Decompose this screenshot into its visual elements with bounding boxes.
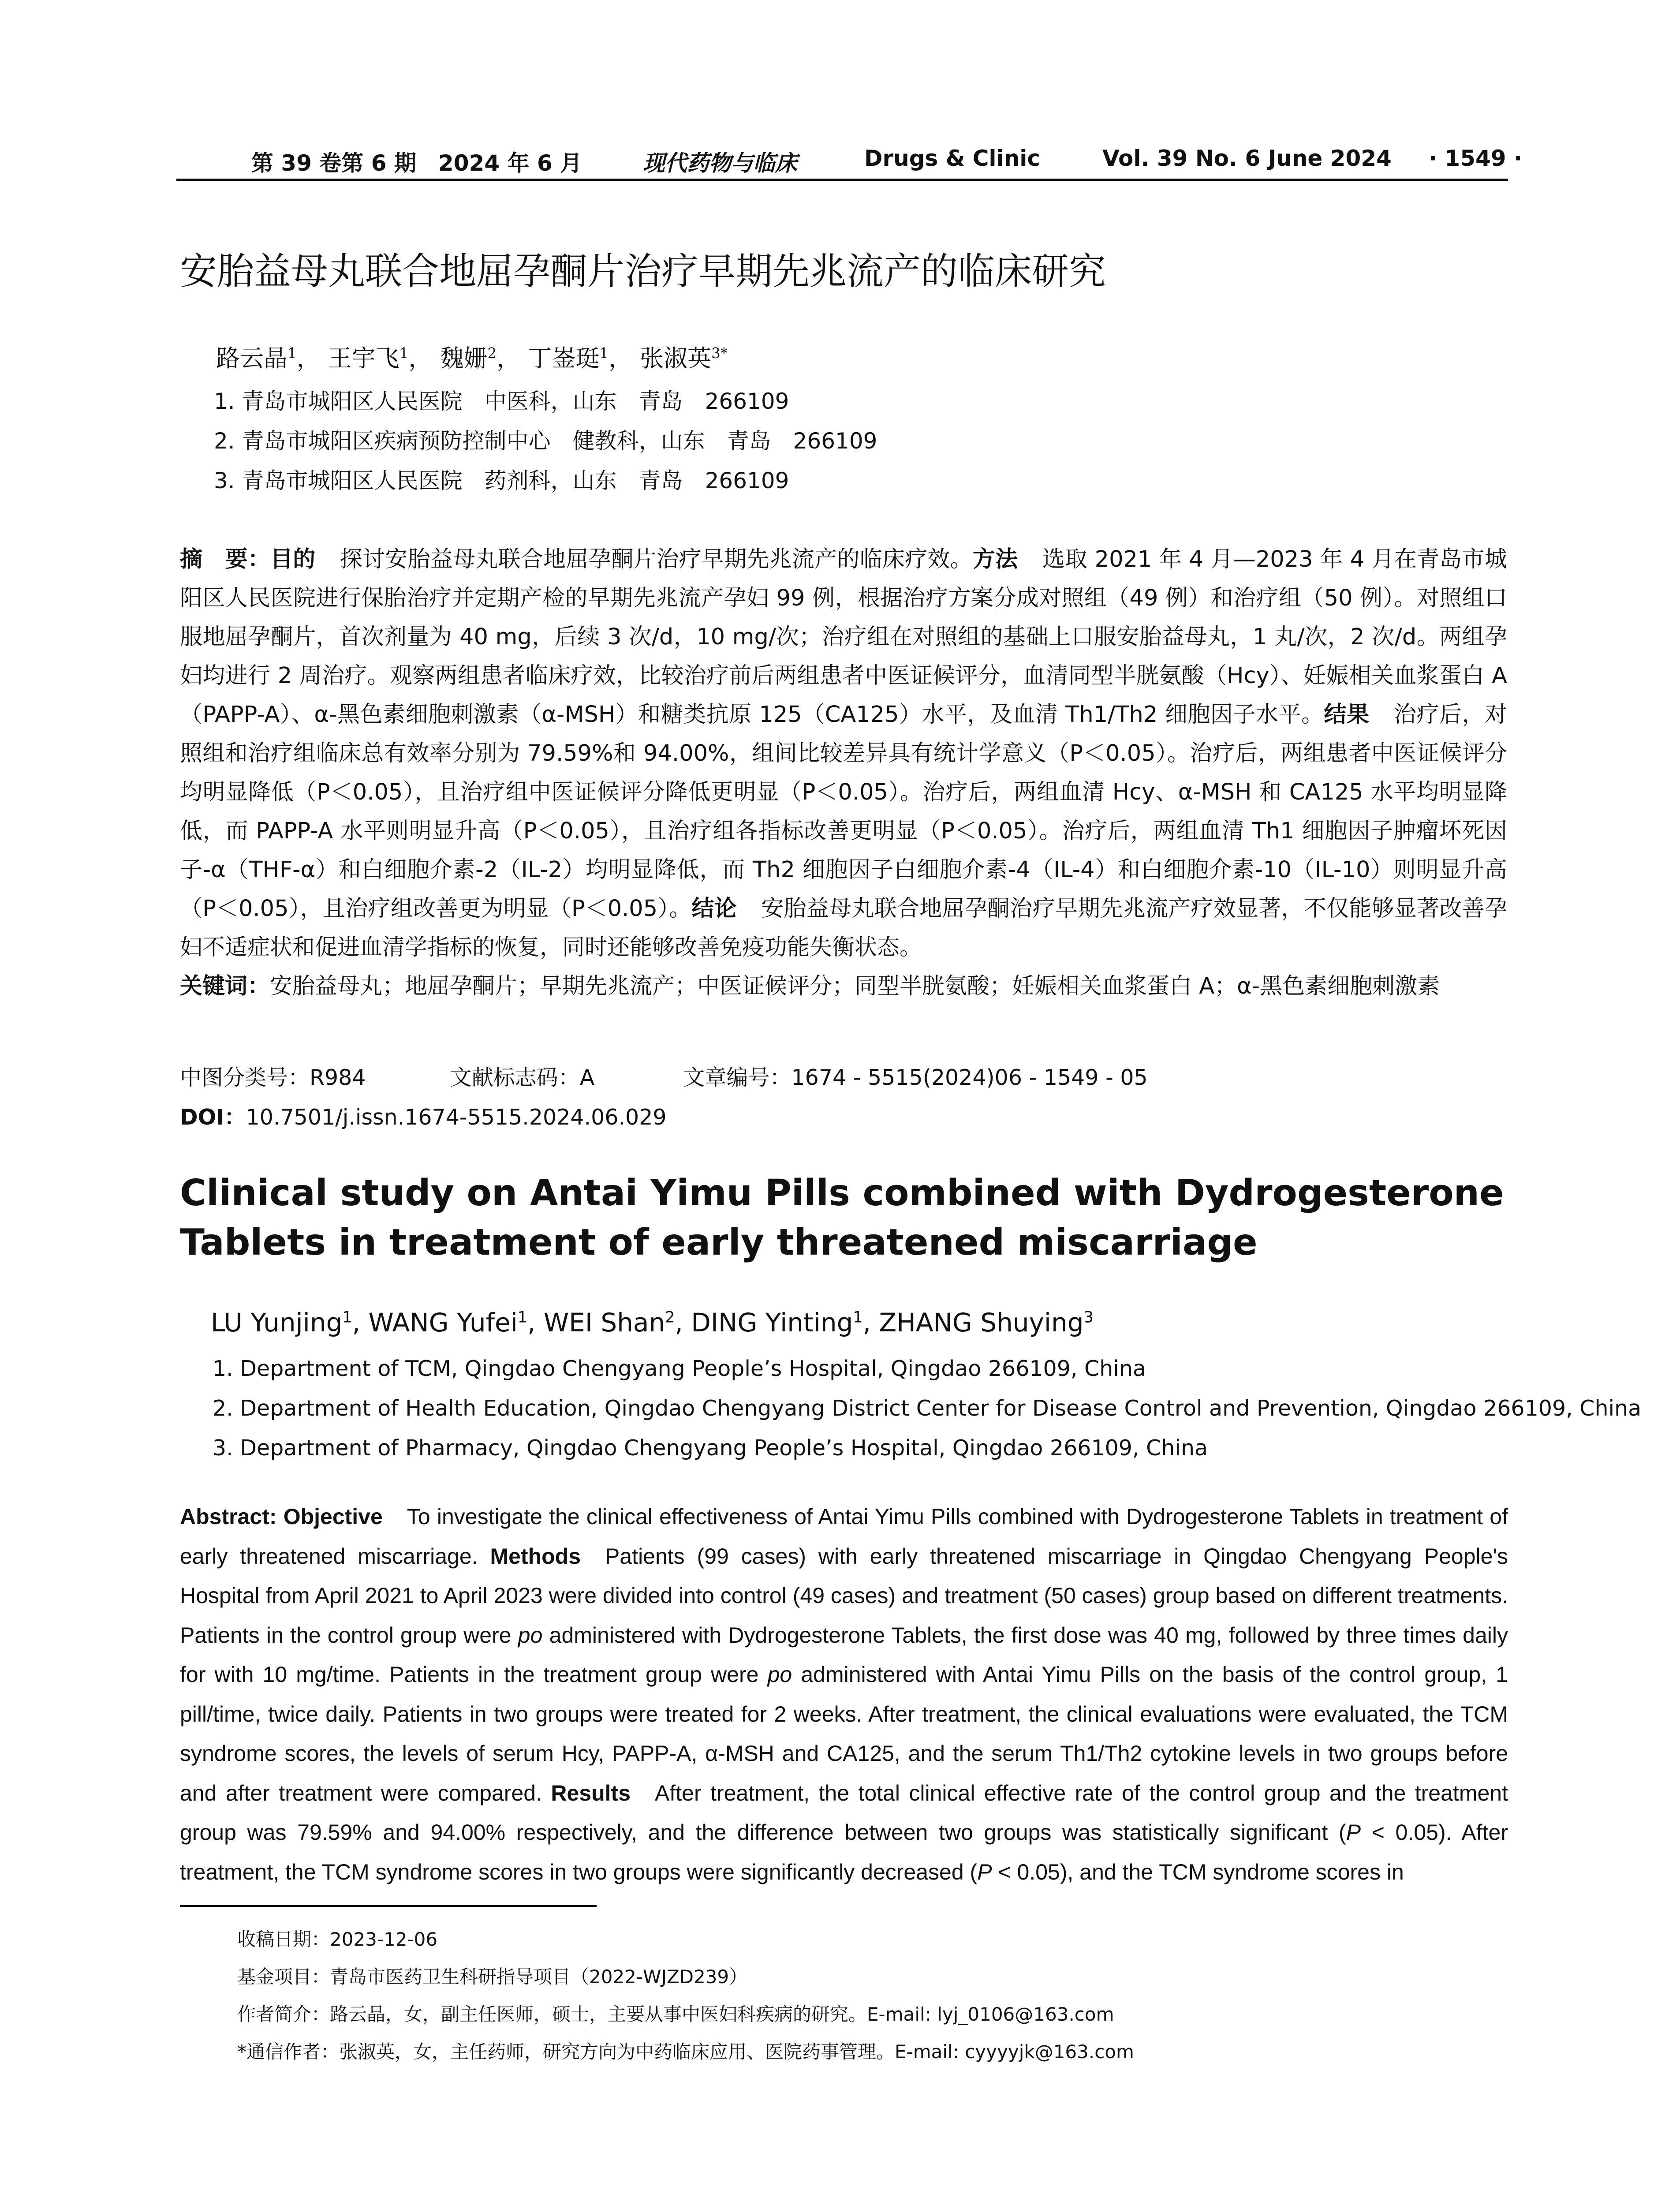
article-no-label: 文章编号： (683, 1065, 791, 1090)
footnote-text: 路云晶，女，副主任医师，硕士，主要从事中医妇科疾病的研究。E-mail: lyj_0106@163.com (330, 2003, 1114, 2025)
author-name: 王宇飞 (328, 344, 399, 372)
classification-line (180, 1061, 1148, 1091)
header-page-number: · 1549 · (1429, 146, 1522, 171)
cn-objective-text: 探讨安胎益母丸联合地屈孕酮片治疗早期先兆流产的临床疗效。 (340, 546, 973, 572)
footnote-fund (237, 1962, 747, 1989)
footnote-corresponding (237, 2037, 1134, 2064)
author-aff: 3* (711, 345, 728, 362)
article-no-value: 1674 - 5515(2024)06 - 1549 - 05 (791, 1065, 1148, 1090)
author-aff: 1 (599, 345, 609, 362)
author-name: 丁崟珽 (528, 344, 600, 372)
cn-conclusion-text: 安胎益母丸联合地屈孕酮治疗早期先兆流产疗效显著，不仅能够显著改善孕妇不适症状和促进血清学指标的恢复，同时还能够改善免疫功能失衡状态。 (180, 896, 1507, 960)
author-aff: 1 (287, 345, 297, 362)
author-name: WEI Shan (543, 1308, 665, 1338)
cn-results-text: 治疗后，对照组和治疗组临床总有效率分别为 79.59%和 94.00%，组间比较差异具有统计学意义（P＜0.05）。治疗后，两组患者中医证候评分均明显降低（P＜0.05），且治疗组中医证候评分降低更明显（P＜0.05）。治疗后，两组血清 Hcy、α-MSH 和 CA125 水平均明显降低，而 PAPP-A 水平则明显升高（P＜0.05），且治疗组各指标改善更明显（P＜0.05）。治疗后，两组血清 Th1 细胞因子肿瘤坏死因子-α（THF-α）和白细胞介素-2（IL-2）均明显降低，而 Th2 细胞因子白细胞介素-4（IL-4）和白细胞介素-10（IL-10）则明显升高（P＜0.05），且治疗组改善更为明显（P＜0.05）。 (180, 702, 1507, 922)
p-symbol: P (1346, 1820, 1361, 1845)
footnote-text: 张淑英，女，主任药师，研究方向为中药临床应用、医院药事管理。E-mail: cyyyyjk@163.com (339, 2041, 1134, 2063)
en-affiliation: 2. Department of Health Education, Qingdao Chengyang District Center for Disease Control and Prevention, Qingdao 266109, China (213, 1396, 1642, 1421)
footnote-rule (180, 1905, 597, 1907)
footnote-label: *通信作者： (237, 2041, 340, 2063)
en-methods-text: administered with Dydrogesterone Tablets, the first dose was 40 mg, followed by three times daily for with 10 mg/time. Patients in the treatment group were (180, 1622, 1508, 1687)
author-aff: 2 (665, 1308, 675, 1327)
footnote-label: 基金项目： (237, 1966, 330, 1988)
en-abstract (180, 1497, 1508, 1892)
footnote-text: 2023-12-06 (330, 1928, 438, 1950)
cn-affiliation: 1. 青岛市城阳区人民医院 中医科，山东 青岛 266109 (214, 389, 789, 414)
cn-keywords: 安胎益母丸；地屈孕酮片；早期先兆流产；中医证候评分；同型半胱氨酸；妊娠相关血浆蛋白 A；α-黑色素细胞刺激素 (270, 973, 1440, 999)
cn-authors: 路云晶$^1$， 王宇飞$^1$， 魏姗$^2$， 丁崟珽$^1$， 张淑英$^{3*}$ (216, 344, 728, 372)
en-methods-label: Methods (490, 1544, 581, 1569)
author-aff: 1 (853, 1308, 863, 1327)
en-abstract-label: Abstract: (180, 1504, 277, 1529)
en-affiliation: 3. Department of Pharmacy, Qingdao Chengyang People’s Hospital, Qingdao 266109, China (213, 1435, 1208, 1461)
header-cn-volume: 第 39 卷第 6 期 2024 年 6 月 (251, 150, 582, 176)
clc-label: 中图分类号： (180, 1065, 310, 1090)
author-name: ZHANG Shuying (879, 1308, 1084, 1338)
author-name: LU Yunjing (211, 1308, 343, 1338)
doc-code-label: 文献标志码： (450, 1065, 580, 1090)
en-authors: LU Yunjing$^1$, WANG Yufei$^1$, WEI Shan$^2$, DING Yinting$^1$, ZHANG Shuying$^3$ (211, 1308, 1094, 1338)
header-en-volume: Vol. 39 No. 6 June 2024 (1102, 146, 1392, 171)
doi-label: DOI： (180, 1105, 246, 1130)
footnote-text: 青岛市医药卫生科研指导项目（2022-WJZD239） (330, 1966, 748, 1988)
author-name: 魏姗 (440, 344, 488, 372)
author-aff: 1 (517, 1308, 527, 1327)
doc-code-value: A (579, 1065, 595, 1090)
doi-line (180, 1100, 667, 1131)
running-header (176, 141, 1522, 181)
en-affiliation: 1. Department of TCM, Qingdao Chengyang People’s Hospital, Qingdao 266109, China (213, 1356, 1146, 1381)
po-abbrev: po (767, 1662, 792, 1687)
cn-results-label: 结果 (1324, 702, 1370, 728)
author-aff: 2 (487, 345, 497, 362)
cn-title: 安胎益母丸联合地屈孕酮片治疗早期先兆流产的临床研究 (180, 250, 1106, 293)
header-cn-journal: 现代药物与临床 (643, 150, 797, 176)
footnote-author-bio (237, 2000, 1114, 2026)
author-name: 路云晶 (216, 344, 287, 372)
cn-methods-label: 方法 (972, 546, 1018, 572)
author-aff: 3 (1083, 1308, 1094, 1327)
footnote-label: 收稿日期： (237, 1928, 330, 1950)
clc-value: R984 (310, 1065, 366, 1090)
en-methods-text: Patients (99 cases) with early threatened miscarriage in Qingdao Chengyang People's Hospital from April 2021 to April 2023 were divided into control (49 cases) and treatment (50 cases) group based on different treatments. Patients in the control group were (180, 1544, 1508, 1648)
cn-affiliation: 2. 青岛市城阳区疾病预防控制中心 健教科，山东 青岛 266109 (214, 428, 877, 454)
cn-affiliation: 3. 青岛市城阳区人民医院 药剂科，山东 青岛 266109 (214, 468, 789, 493)
en-objective-text: To investigate the clinical effectiveness of Antai Yimu Pills combined with Dydrogesterone Tablets in treatment of early threatened miscarriage. (180, 1504, 1508, 1569)
po-abbrev: po (518, 1622, 543, 1648)
cn-conclusion-label: 结论 (691, 896, 737, 922)
cn-methods-text: 选取 2021 年 4 月—2023 年 4 月在青岛市城阳区人民医院进行保胎治疗并定期产检的早期先兆流产孕妇 99 例，根据治疗方案分成对照组（49 例）和治疗组（50 例）。对照组口服地屈孕酮片，首次剂量为 40 mg，后续 3 次/d，10 mg/次；治疗组在对照组的基础上口服安胎益母丸，1 丸/次，2 次/d。两组孕妇均进行 2 周治疗。观察两组患者临床疗效，比较治疗前后两组患者中医证候评分，血清同型半胱氨酸（Hcy）、妊娠相关血浆蛋白 A（PAPP-A）、α-黑色素细胞刺激素（α-MSH）和糖类抗原 125（CA125）水平，及血清 Th1/Th2 细胞因子水平。 (180, 546, 1507, 728)
en-results-text: < 0.05). After treatment, the TCM syndrome scores in two groups were significantly decreased ( (180, 1820, 1508, 1884)
author-name: WANG Yufei (368, 1308, 518, 1338)
en-objective-label: Objective (283, 1504, 383, 1529)
cn-abstract-label: 摘 要： (180, 546, 271, 572)
doi-value: 10.7501/j.issn.1674-5515.2024.06.029 (246, 1105, 667, 1130)
cn-objective-label: 目的 (270, 546, 316, 572)
header-rule (176, 179, 1508, 181)
cn-keywords-label: 关键词： (180, 973, 270, 999)
author-aff: 1 (399, 345, 409, 362)
header-en-journal: Drugs & Clinic (864, 146, 1041, 171)
en-methods-text: administered with Antai Yimu Pills on the basis of the control group, 1 pill/time, twice daily. Patients in two groups were treated for 2 weeks. After treatment, the clinical evaluations were evaluated, the TCM syndrome scores, the levels of serum Hcy, PAPP-A, α-MSH and CA125, and the serum Th1/Th2 cytokine levels in two groups before and after treatment were compared. (180, 1662, 1508, 1805)
footnote-received (237, 1925, 437, 1951)
author-aff: 1 (342, 1308, 352, 1327)
en-results-text: < 0.05), and the TCM syndrome scores in (998, 1859, 1404, 1884)
author-name: DING Yinting (691, 1308, 853, 1338)
en-results-text: After treatment, the total clinical effective rate of the control group and the treatment group was 79.59% and 94.00% respectively, and the difference between two groups was statistically significant ( (180, 1780, 1508, 1845)
author-name: 张淑英 (640, 344, 712, 372)
p-symbol: P (977, 1859, 992, 1884)
en-results-label: Results (551, 1780, 631, 1805)
footnote-label: 作者简介： (237, 2003, 330, 2025)
en-title: Clinical study on Antai Yimu Pills combined with Dydrogesterone Tablets in treatment of early threatened miscarriage (180, 1172, 1504, 1263)
cn-abstract (180, 540, 1507, 1006)
